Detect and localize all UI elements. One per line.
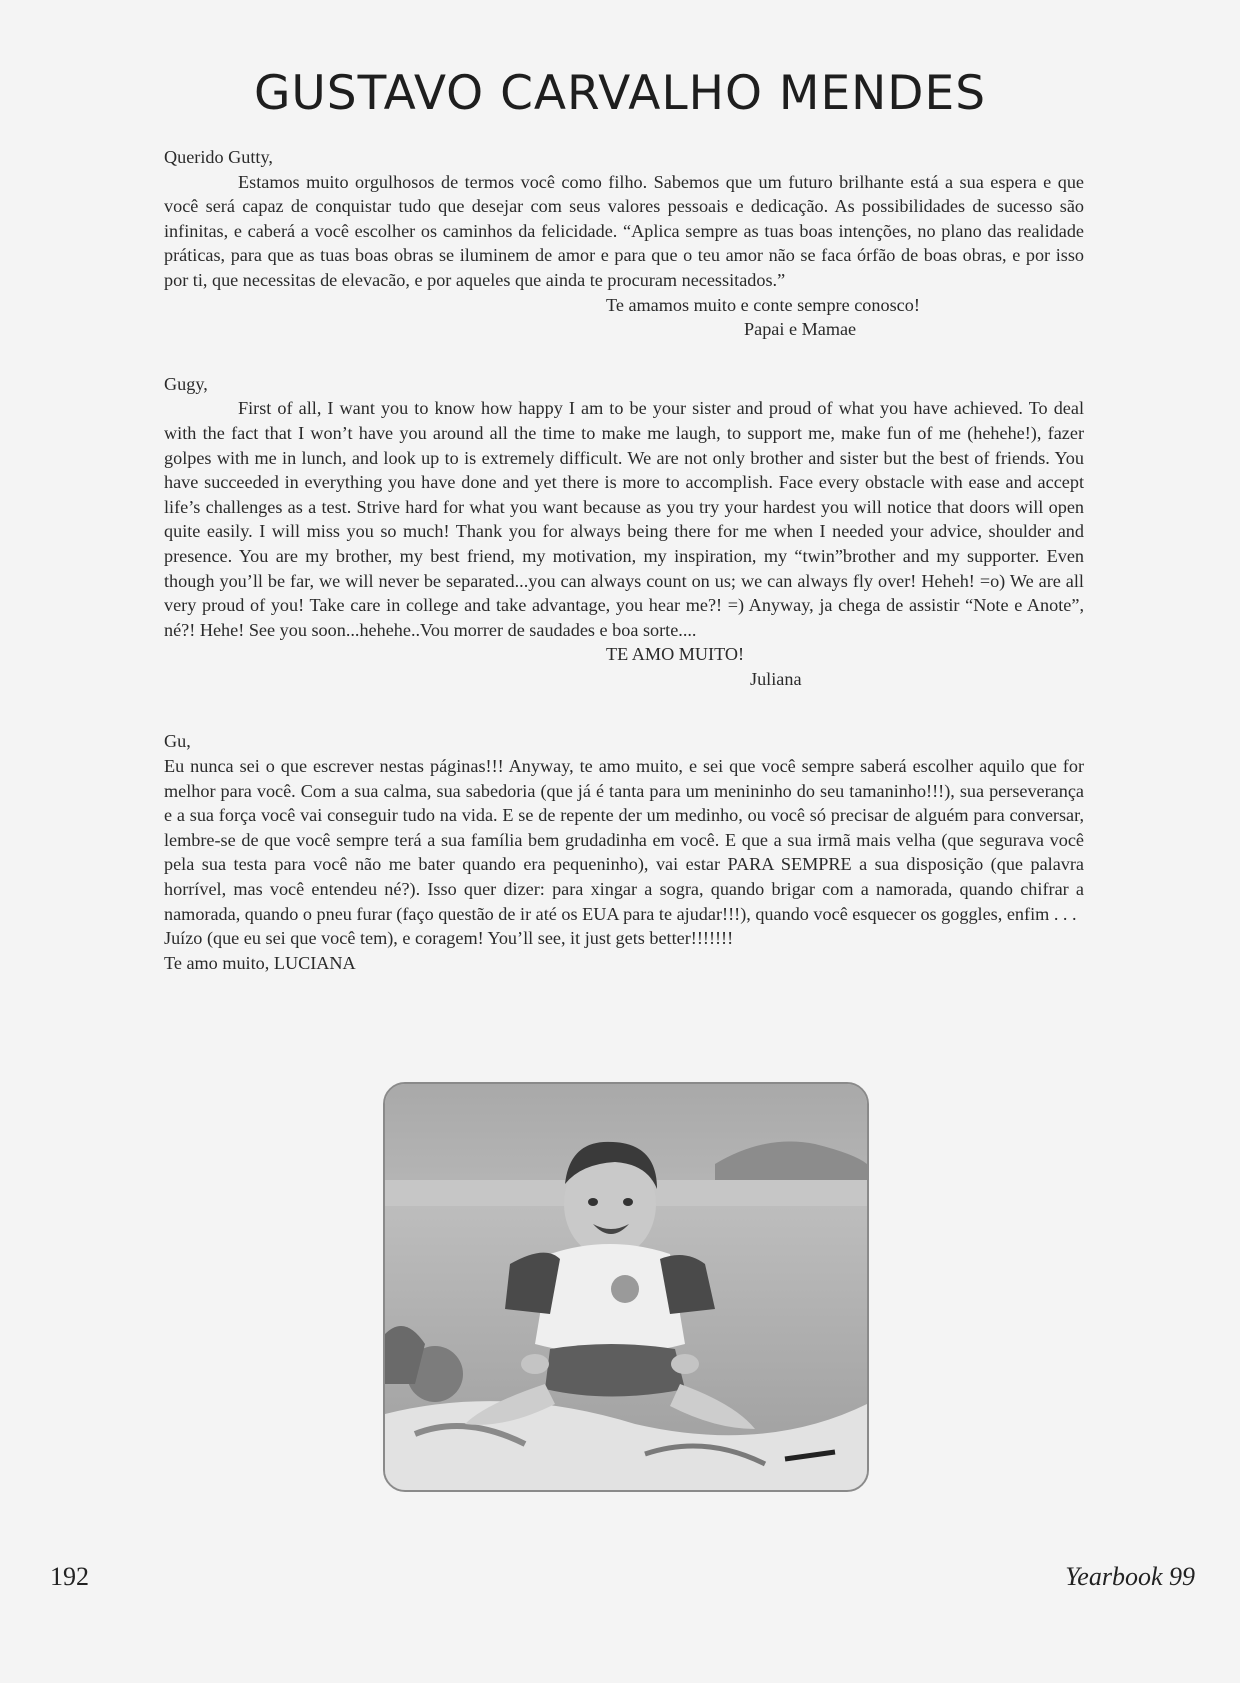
letter-closing: Te amamos muito e conte sempre conosco! xyxy=(606,294,920,315)
letter-body: First of all, I want you to know how happy I am to be your sister and proud of what you have achieved. To deal with the fact that I won’t have you around all the time to make me laugh, to support me, make fun of me (hehehe!), fazer golpes with me in lunch, and look up to is extremely difficult. We are not only brother and sister but the best of friends. You have succeeded in everything you have done and yet there is more to accomplish. Face every obstacle with ease and accept life’s challenges as a test. Strive hard for what you want because as you try your hardest you will notice that doors will open quite easily. I will miss you so much! Thank you for always being there for me when I needed your advice, shoulder and presence. You are my brother, my best friend, my motivation, my inspiration, my “twin”brother and my supporter. Even though you’ll be far, we will never be separated...you can always count on us; we can always fly over! Heheh! =o) We are all very proud of you! Take care in college and take advantage, you hear me?! =) Anyway, ja chega de assistir “Note e Anote”, né?! Hehe! See you soon...hehehe..Vou morrer de saudades e boa sorte.... xyxy=(164,398,1084,640)
letter-closing: TE AMO MUITO! xyxy=(606,644,745,665)
letter-greeting: Gugy, xyxy=(164,373,208,394)
letter-signature: Te amo muito, LUCIANA xyxy=(164,952,356,973)
letter-body: Eu nunca sei o que escrever nestas páginas!!! Anyway, te amo muito, e sei que você sempre saberá escolher aquilo que for melhor para você. Com a sua calma, sua sabedoria (que já é tanta para um menininho do seu tamaninho!!!), sua perseverança e a sua força você vai conseguir tudo na vida. E se de repente der um medinho, ou você só precisar de alguém para conversar, lembre-se de que você sempre terá a sua família bem grudadinha em você. E que a sua irmã mais velha (que segurava você pela sua testa para você não me bater quando era pequeninho), vai estar PARA SEMPRE a sua disposição (que palavra horrível, mas você entendeu né?). Isso quer dizer: para xingar a sogra, quando brigar com a namorada, quando chifrar a namorada, quando o pneu furar (faço questão de ir até os EUA para te ajudar!!!), quando você esquecer os goggles, enfim . . . xyxy=(164,756,1084,924)
letter-signature: Papai e Mamae xyxy=(744,319,857,340)
letters-section xyxy=(164,145,1084,975)
letter-greeting: Gu, xyxy=(164,731,191,752)
page-number: 192 xyxy=(50,1562,89,1591)
yearbook-label: Yearbook 99 xyxy=(1065,1562,1195,1591)
baby-photo-illustration xyxy=(385,1084,867,1490)
letter-greeting: Querido Gutty, xyxy=(164,147,273,167)
letter-sister-luciana xyxy=(164,729,1084,975)
page-title: GUSTAVO CARVALHO MENDES xyxy=(253,66,987,121)
baby-photo xyxy=(383,1082,869,1492)
letter-body: Estamos muito orgulhosos de termos você como filho. Sabemos que um futuro brilhante está a sua espera e que você será capaz de conquistar tudo que desejar com seus valores pessoais e dedicação. As possibilidades de sucesso são infinitas, e caberá a você escolher os caminhos da felicidade. “Aplica sempre as tuas boas intenções, no plano das realidade práticas, para que as tuas boas obras se iluminem de amor e para que o teu amor não se faca órfão de boas obras, e por isso por ti, que necessitas de elevacão, e por aqueles que ainda te procuram necessitados.” xyxy=(164,171,1084,290)
letter-closing: Juízo (que eu sei que você tem), e coragem! You’ll see, it just gets better!!!!!!! xyxy=(164,928,734,949)
letter-signature: Juliana xyxy=(750,668,802,689)
letter-parents xyxy=(164,145,1084,342)
letter-sister-juliana xyxy=(164,372,1084,692)
